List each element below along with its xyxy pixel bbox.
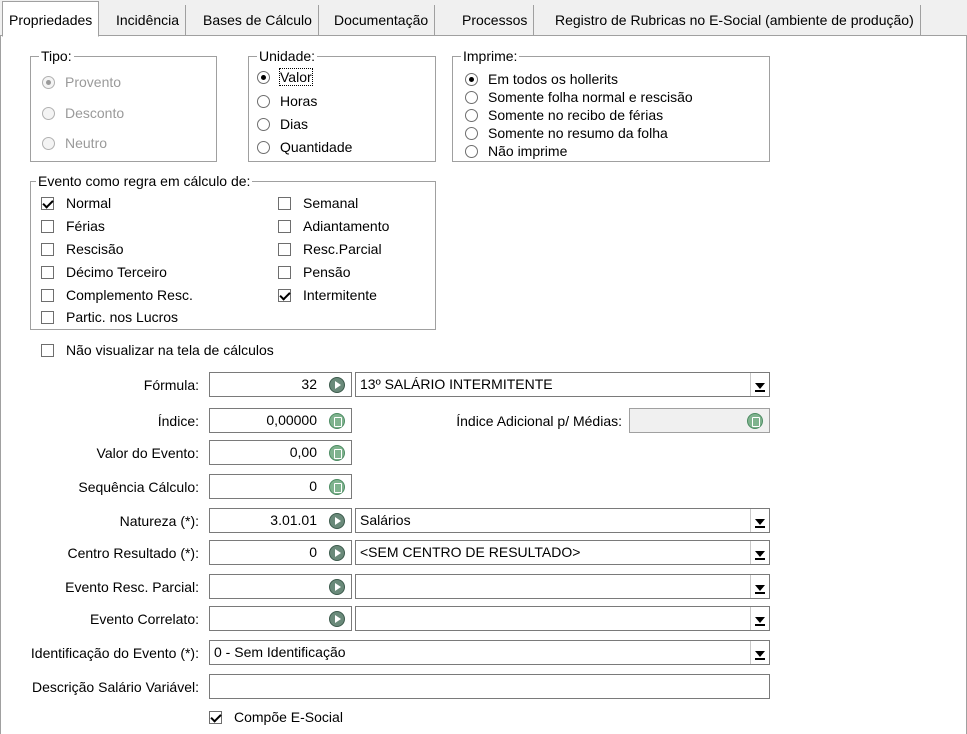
chevron-down-icon[interactable] — [750, 641, 769, 664]
indice-input[interactable]: 0,00000 — [209, 408, 352, 433]
chevron-down-icon[interactable] — [750, 575, 769, 598]
checkbox-icon — [278, 266, 291, 279]
checkbox-icon — [41, 243, 54, 256]
checkbox-nao-visualizar[interactable]: Não visualizar na tela de cálculos — [41, 340, 274, 360]
radio-icon — [257, 141, 270, 154]
descricao-salario-label: Descrição Salário Variável: — [31, 679, 199, 695]
checkbox-icon — [278, 197, 291, 210]
calculator-icon — [747, 413, 763, 429]
checkbox-icon — [278, 289, 291, 302]
unidade-option-dias[interactable]: Dias — [257, 114, 308, 134]
calculator-icon[interactable] — [329, 413, 345, 429]
natureza-label: Natureza (*): — [119, 513, 199, 529]
radio-icon — [465, 91, 478, 104]
checkbox-icon — [41, 289, 54, 302]
tipo-group — [30, 48, 217, 162]
descricao-salario-input[interactable] — [209, 674, 770, 699]
checkbox-normal[interactable]: Normal — [41, 193, 111, 213]
evento-correlato-input[interactable] — [209, 606, 352, 631]
checkbox-compoe-esocial[interactable]: Compõe E-Social — [209, 707, 343, 727]
tab-documentacao[interactable]: Documentação — [328, 5, 435, 36]
calculator-icon[interactable] — [329, 479, 345, 495]
imprime-legend: Imprime: — [463, 48, 518, 64]
chevron-down-icon[interactable] — [750, 509, 769, 532]
indice-adicional-input — [629, 408, 770, 433]
tab-bases-de-calculo[interactable]: Bases de Cálculo — [197, 5, 319, 36]
evento-correlato-select[interactable] — [355, 606, 770, 631]
checkbox-semanal[interactable]: Semanal — [278, 193, 358, 213]
imprime-option-todos[interactable]: Em todos os hollerits — [465, 70, 618, 88]
tipo-legend: Tipo: — [41, 48, 72, 64]
unidade-option-horas[interactable]: Horas — [257, 91, 317, 111]
tipo-option-desconto: Desconto — [42, 103, 124, 123]
imprime-option-resumo-folha[interactable]: Somente no resumo da folha — [465, 124, 668, 142]
tab-propriedades[interactable]: Propriedades — [2, 1, 99, 37]
imprime-option-recibo-ferias[interactable]: Somente no recibo de férias — [465, 106, 663, 124]
unidade-option-valor[interactable]: Valor — [257, 67, 312, 87]
formula-label: Fórmula: — [143, 377, 199, 393]
tipo-option-provento: Provento — [42, 72, 121, 92]
checkbox-adiantamento[interactable]: Adiantamento — [278, 216, 389, 236]
radio-icon — [42, 137, 55, 150]
checkbox-ferias[interactable]: Férias — [41, 216, 105, 236]
tab-incidencia[interactable]: Incidência — [110, 5, 186, 36]
valor-evento-input[interactable]: 0,00 — [209, 440, 352, 465]
indice-label: Índice: — [157, 413, 199, 429]
evento-regra-group — [30, 173, 436, 330]
checkbox-icon — [41, 311, 54, 324]
checkbox-icon — [41, 197, 54, 210]
identificacao-evento-label: Identificação do Evento (*): — [30, 645, 199, 661]
radio-icon — [465, 73, 478, 86]
chevron-down-icon[interactable] — [750, 607, 769, 630]
radio-icon — [257, 95, 270, 108]
radio-icon — [42, 107, 55, 120]
natureza-input[interactable]: 3.01.01 — [209, 508, 352, 533]
evento-resc-parcial-select[interactable] — [355, 574, 770, 599]
radio-icon — [465, 145, 478, 158]
checkbox-partic-lucros[interactable]: Partic. nos Lucros — [41, 307, 178, 327]
calculator-icon[interactable] — [329, 445, 345, 461]
tab-strip — [0, 0, 967, 36]
checkbox-icon — [278, 220, 291, 233]
indice-adicional-label: Índice Adicional p/ Médias: — [456, 413, 622, 429]
chevron-down-icon[interactable] — [750, 541, 769, 564]
lookup-icon[interactable] — [329, 377, 345, 393]
radio-icon — [257, 118, 270, 131]
checkbox-complemento-resc[interactable]: Complemento Resc. — [41, 285, 193, 305]
checkbox-icon — [41, 220, 54, 233]
tipo-option-neutro: Neutro — [42, 133, 107, 153]
unidade-group — [248, 48, 436, 162]
formula-input[interactable]: 32 — [209, 372, 352, 397]
centro-resultado-select[interactable]: <SEM CENTRO DE RESULTADO> — [355, 540, 770, 565]
tab-panel-propriedades — [0, 36, 967, 734]
centro-resultado-label: Centro Resultado (*): — [67, 545, 199, 561]
checkbox-pensao[interactable]: Pensão — [278, 262, 350, 282]
chevron-down-icon[interactable] — [750, 373, 769, 396]
centro-resultado-input[interactable]: 0 — [209, 540, 352, 565]
imprime-option-folha-normal[interactable]: Somente folha normal e rescisão — [465, 88, 693, 106]
imprime-option-nao-imprime[interactable]: Não imprime — [465, 142, 567, 160]
lookup-icon[interactable] — [329, 611, 345, 627]
evento-correlato-label: Evento Correlato: — [90, 611, 199, 627]
checkbox-icon — [41, 344, 54, 357]
lookup-icon[interactable] — [329, 545, 345, 561]
checkbox-intermitente[interactable]: Intermitente — [278, 285, 377, 305]
checkbox-icon — [278, 243, 291, 256]
radio-icon — [257, 71, 270, 84]
tab-processos[interactable]: Processos — [456, 5, 534, 36]
checkbox-decimo-terceiro[interactable]: Décimo Terceiro — [41, 262, 167, 282]
lookup-icon[interactable] — [329, 579, 345, 595]
checkbox-icon — [209, 711, 222, 724]
formula-select[interactable]: 13º SALÁRIO INTERMITENTE — [355, 372, 770, 397]
valor-evento-label: Valor do Evento: — [96, 445, 199, 461]
radio-icon — [42, 76, 55, 89]
sequencia-label: Sequência Cálculo: — [78, 479, 199, 495]
sequencia-input[interactable]: 0 — [209, 474, 352, 499]
unidade-legend: Unidade: — [259, 48, 316, 64]
evento-regra-legend: Evento como regra em cálculo de: — [38, 173, 251, 189]
tab-registro-rubricas-esocial[interactable]: Registro de Rubricas no E-Social (ambiente de produção) — [549, 5, 921, 36]
evento-resc-parcial-label: Evento Resc. Parcial: — [65, 579, 199, 595]
lookup-icon[interactable] — [329, 513, 345, 529]
imprime-group — [452, 48, 770, 162]
evento-resc-parcial-input[interactable] — [209, 574, 352, 599]
checkbox-icon — [41, 266, 54, 279]
checkbox-rescisao[interactable]: Rescisão — [41, 239, 124, 259]
identificacao-evento-select[interactable]: 0 - Sem Identificação — [209, 640, 770, 665]
radio-icon — [465, 127, 478, 140]
natureza-select[interactable]: Salários — [355, 508, 770, 533]
radio-icon — [465, 109, 478, 122]
checkbox-resc-parcial[interactable]: Resc.Parcial — [278, 239, 382, 259]
unidade-option-quantidade[interactable]: Quantidade — [257, 137, 352, 157]
